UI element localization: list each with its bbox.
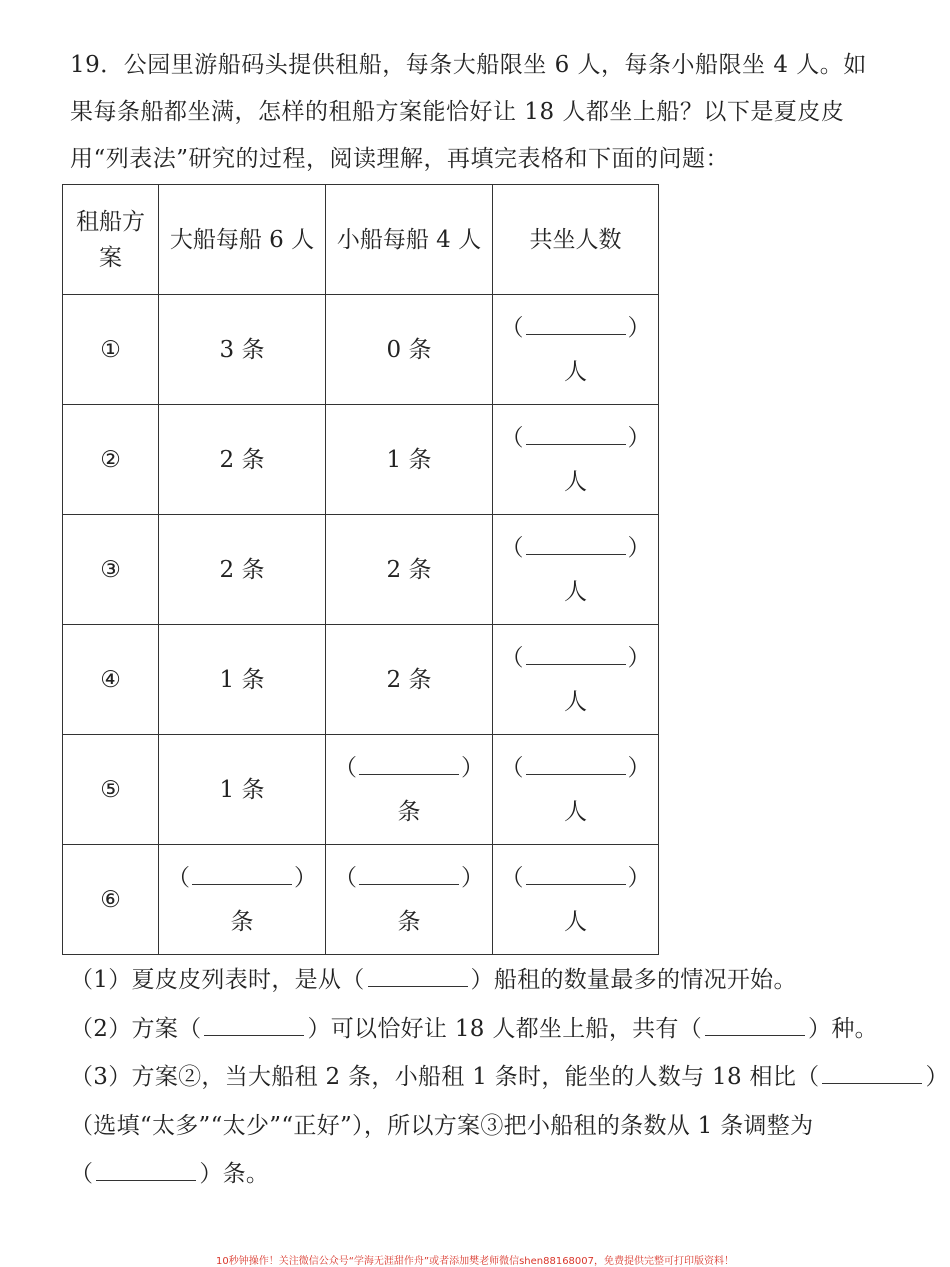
answer-blank[interactable]: （ ） bbox=[501, 315, 651, 341]
question-3: （3）方案②，当大船租 2 条，小船租 1 条时，能坐的人数与 18 相比（ ） bbox=[70, 1053, 900, 1102]
plan-number: ① bbox=[63, 295, 159, 405]
total-people-cell: （ ） 人 bbox=[493, 845, 659, 955]
small-boat-count: 2 条 bbox=[326, 625, 493, 735]
total-people-cell: （ ） 人 bbox=[493, 515, 659, 625]
problem-line-1: 19．公园里游船码头提供租船，每条大船限坐 6 人，每条小船限坐 4 人。如 bbox=[70, 52, 867, 78]
total-people-cell: （ ） 人 bbox=[493, 295, 659, 405]
small-boat-cell: （ ） 条 bbox=[326, 845, 493, 955]
header-big-boat: 大船每船 6 人 bbox=[159, 185, 326, 295]
small-boat-count: 0 条 bbox=[326, 295, 493, 405]
footer-promo: 10秒钟操作！关注微信公众号“学海无涯甜作舟”或者添加樊老师微信shen88168007，免费提供完整可打印版资料！ bbox=[215, 1256, 735, 1267]
small-boat-count: 1 条 bbox=[326, 405, 493, 515]
question-3-line-2: （选填“太多”“太少”“正好”），所以方案③把小船租的条数从 1 条调整为 bbox=[70, 1112, 814, 1139]
answer-blank[interactable] bbox=[96, 1156, 196, 1181]
question-3-line-3: （ ）条。 bbox=[70, 1150, 900, 1199]
answer-blank[interactable]: （ ） bbox=[501, 425, 651, 451]
answer-blank[interactable] bbox=[822, 1059, 922, 1084]
table-row bbox=[63, 845, 659, 955]
small-boat-cell: （ ） 条 bbox=[326, 735, 493, 845]
answer-blank[interactable] bbox=[204, 1011, 304, 1036]
plan-number: ③ bbox=[63, 515, 159, 625]
question-2: （2）方案（ ）可以恰好让 18 人都坐上船，共有（ ）种。 bbox=[70, 1005, 900, 1054]
table-header-row bbox=[63, 185, 659, 295]
plan-number: ② bbox=[63, 405, 159, 515]
big-boat-count: 2 条 bbox=[159, 405, 326, 515]
answer-blank[interactable]: （ ） bbox=[501, 865, 651, 891]
answer-blank[interactable]: （ ） bbox=[334, 865, 484, 891]
header-plan: 租船方 案 bbox=[63, 185, 159, 295]
question-1: （1）夏皮皮列表时，是从（ ）船租的数量最多的情况开始。 bbox=[70, 956, 900, 1005]
plan-number: ⑤ bbox=[63, 735, 159, 845]
sub-questions bbox=[70, 956, 949, 1199]
answer-blank[interactable] bbox=[368, 962, 468, 987]
big-boat-count: 1 条 bbox=[159, 625, 326, 735]
answer-blank[interactable]: （ ） bbox=[334, 755, 484, 781]
big-boat-count: 3 条 bbox=[159, 295, 326, 405]
plan-number: ④ bbox=[63, 625, 159, 735]
total-people-cell: （ ） 人 bbox=[493, 625, 659, 735]
table-row bbox=[63, 735, 659, 845]
problem-statement bbox=[70, 42, 890, 183]
answer-blank[interactable]: （ ） bbox=[501, 645, 651, 671]
big-boat-cell: （ ） 条 bbox=[159, 845, 326, 955]
header-total: 共坐人数 bbox=[493, 185, 659, 295]
header-small-boat: 小船每船 4 人 bbox=[326, 185, 493, 295]
answer-blank[interactable]: （ ） bbox=[167, 865, 317, 891]
answer-blank[interactable] bbox=[705, 1011, 805, 1036]
table-row bbox=[63, 515, 659, 625]
total-people-cell: （ ） 人 bbox=[493, 735, 659, 845]
table-row bbox=[63, 625, 659, 735]
problem-line-2: 果每条船都坐满，怎样的租船方案能恰好让 18 人都坐上船？以下是夏皮皮 bbox=[70, 99, 845, 125]
answer-blank[interactable]: （ ） bbox=[501, 535, 651, 561]
table-row bbox=[63, 295, 659, 405]
total-people-cell: （ ） 人 bbox=[493, 405, 659, 515]
answer-blank[interactable]: （ ） bbox=[501, 755, 651, 781]
table-row bbox=[63, 405, 659, 515]
big-boat-count: 2 条 bbox=[159, 515, 326, 625]
small-boat-count: 2 条 bbox=[326, 515, 493, 625]
big-boat-count: 1 条 bbox=[159, 735, 326, 845]
boat-rental-table bbox=[62, 184, 659, 955]
plan-number: ⑥ bbox=[63, 845, 159, 955]
problem-line-3: 用“列表法”研究的过程，阅读理解，再填完表格和下面的问题： bbox=[70, 146, 730, 172]
